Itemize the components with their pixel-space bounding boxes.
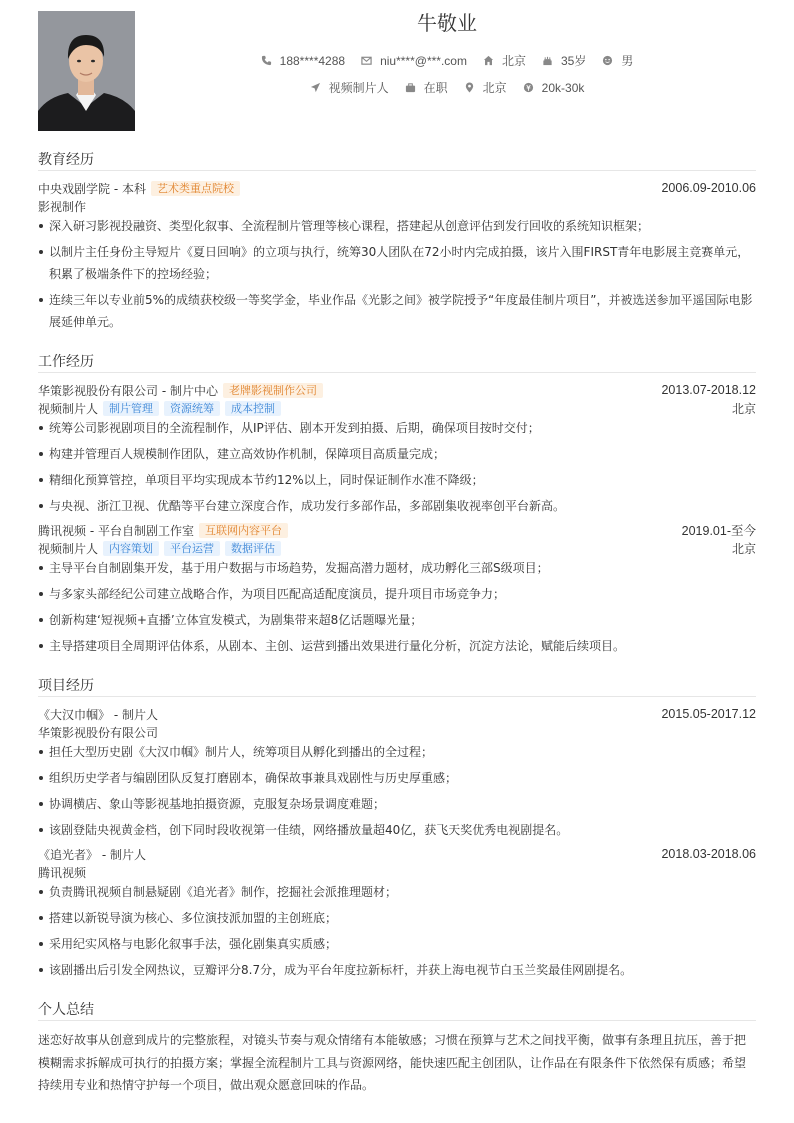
city-item: 北京: [483, 52, 526, 69]
project-company-row: [38, 863, 756, 881]
job-role: 视频制片人: [38, 401, 99, 416]
summary-text: 迷恋好故事从创意到成片的完整旅程，对镜头节奏与观众情绪有本能敏感；习惯在预算与艺术之间找平衡，做事有条理且抗压，善于把模糊需求拆解成可执行的拍摄方案；掌握全流程制片工具与资源网络，能快速匹配主创团队，让作品在有限条件下依然保有质感；希望持续用专业和热情守护每一个项目，做出观众愿意回味的作品。: [38, 1033, 747, 1092]
project-company: 华策影视股份有限公司: [38, 725, 159, 740]
list-item: 协调横店、象山等影视基地拍摄资源，克服复杂场景调度难题；: [38, 793, 756, 815]
project-section-title: 项目经历: [38, 678, 94, 694]
education-header: [38, 179, 756, 197]
list-item: 创新构建‘短视频+直播’立体宣发模式，为剧集带来超8亿话题曝光量；: [38, 609, 756, 631]
target-city-item: 北京: [464, 79, 507, 96]
project-company: 腾讯视频: [38, 865, 87, 880]
location-icon: [464, 82, 475, 93]
work-section-title: 工作经历: [38, 354, 94, 370]
company-name: 华策影视股份有限公司 - 制片中心: [38, 383, 218, 398]
briefcase-icon: [405, 82, 416, 93]
skill-tag: 成本控制: [225, 401, 281, 416]
job-intent-row: [138, 79, 756, 96]
salary-item: 20k-30k: [523, 81, 585, 95]
section-divider: [38, 1020, 756, 1021]
skill-tag: 内容策划: [103, 541, 159, 556]
list-item: 精细化预算管控，单项目平均实现成本节约12%以上，同时保证制作水准不降级；: [38, 469, 756, 491]
skill-tag: 制片管理: [103, 401, 159, 416]
list-item: 深入研习影视投融资、类型化叙事、全流程制片管理等核心课程，搭建起从创意评估到发行回收的系统知识框架；: [38, 215, 756, 237]
list-item: 主导平台自制剧集开发，基于用户数据与市场趋势，发掘高潜力题材，成功孵化三部S级项目；: [38, 557, 756, 579]
job-location: 北京: [731, 401, 756, 416]
home-icon: [483, 55, 494, 66]
summary-section-title: 个人总结: [38, 1002, 94, 1018]
list-item: 负责腾讯视频自制悬疑剧《追光者》制作，挖掘社会派推理题材；: [38, 881, 756, 903]
candidate-name: 牛敬业: [417, 11, 477, 35]
send-icon: [310, 82, 321, 93]
job-role: 视频制片人: [38, 541, 99, 556]
list-item: 与多家头部经纪公司建立战略合作，为项目匹配高适配度演员，提升项目市场竞争力；: [38, 583, 756, 605]
company-tag: 老牌影视制作公司: [223, 383, 323, 398]
list-item: 采用纪实风格与电影化叙事手法，强化剧集真实质感；: [38, 933, 756, 955]
project-name: 《追光者》 - 制片人: [38, 847, 146, 862]
list-item: 连续三年以专业前5%的成绩获校级一等奖学金，毕业作品《光影之间》被学院授予“年度最佳制片项目”，并被选送参加平遥国际电影展延伸单元。: [38, 289, 756, 333]
status-item: 在职: [405, 79, 448, 96]
email-item: niu****@***.com: [361, 54, 467, 68]
project-company-row: [38, 723, 756, 741]
cake-icon: [542, 55, 553, 66]
skill-tag: 资源统筹: [164, 401, 220, 416]
email-icon: [361, 55, 372, 66]
education-section-title: 教育经历: [38, 152, 94, 168]
section-divider: [38, 372, 756, 373]
list-item: 该剧播出后引发全网热议，豆瓣评分8.7分，成为平台年度拉新标杆，并获上海电视节白玉兰奖最佳网剧提名。: [38, 959, 756, 981]
contact-info-row: [138, 52, 756, 69]
company-tag: 互联网内容平台: [199, 523, 288, 538]
school-name: 中央戏剧学院 - 本科: [38, 181, 146, 196]
age-item: 35岁: [542, 52, 586, 69]
money-icon: [523, 82, 534, 93]
education-date: 2006.09-2010.06: [661, 181, 756, 195]
gender-icon: [602, 55, 613, 66]
job-role-row: [38, 399, 756, 417]
list-item: 搭建以新锐导演为核心、多位演技派加盟的主创班底；: [38, 907, 756, 929]
project-date: 2018.03-2018.06: [661, 847, 756, 861]
list-item: 与央视、浙江卫视、优酷等平台建立深度合作，成功发行多部作品，多部剧集收视率创平台新高。: [38, 495, 756, 517]
section-divider: [38, 696, 756, 697]
list-item: 该剧登陆央视黄金档，创下同时段收视第一佳绩，网络播放量超40亿，获飞天奖优秀电视剧提名。: [38, 819, 756, 841]
job-date: 2019.01-至今: [681, 524, 756, 538]
job-location: 北京: [731, 541, 756, 556]
list-item: 担任大型历史剧《大汉巾帼》制片人，统筹项目从孵化到播出的全过程；: [38, 741, 756, 763]
avatar-photo: [38, 11, 135, 131]
skill-tag: 平台运营: [164, 541, 220, 556]
gender-item: 男: [602, 52, 633, 69]
project-header: [38, 705, 756, 723]
company-name: 腾讯视频 - 平台自制剧工作室: [38, 523, 194, 538]
phone-item: 188****4288: [261, 54, 345, 68]
project-header: [38, 845, 756, 863]
list-item: 主导搭建项目全周期评估体系，从剧本、主创、运营到播出效果进行量化分析，沉淀方法论，赋能后续项目。: [38, 635, 756, 657]
school-tag: 艺术类重点院校: [151, 181, 240, 196]
project-date: 2015.05-2017.12: [661, 707, 756, 721]
major: 影视制作: [38, 199, 87, 214]
phone-icon: [261, 55, 272, 66]
list-item: 统筹公司影视剧项目的全流程制作，从IP评估、剧本开发到拍摄、后期，确保项目按时交付；: [38, 417, 756, 439]
job-header: [38, 521, 756, 539]
job-date: 2013.07-2018.12: [661, 383, 756, 397]
project-name: 《大汉巾帼》 - 制片人: [38, 707, 158, 722]
job-header: [38, 381, 756, 399]
section-divider: [38, 170, 756, 171]
list-item: 构建并管理百人规模制作团队，建立高效协作机制，保障项目高质量完成；: [38, 443, 756, 465]
position-item: 视频制片人: [310, 79, 389, 96]
skill-tag: 数据评估: [225, 541, 281, 556]
list-item: 以制片主任身份主导短片《夏日回响》的立项与执行，统筹30人团队在72小时内完成拍摄，该片入围FIRST青年电影展主竞赛单元，积累了极端条件下的控场经验；: [38, 241, 756, 285]
education-major-row: [38, 197, 756, 215]
list-item: 组织历史学者与编剧团队反复打磨剧本，确保故事兼具戏剧性与历史厚重感；: [38, 767, 756, 789]
job-role-row: [38, 539, 756, 557]
